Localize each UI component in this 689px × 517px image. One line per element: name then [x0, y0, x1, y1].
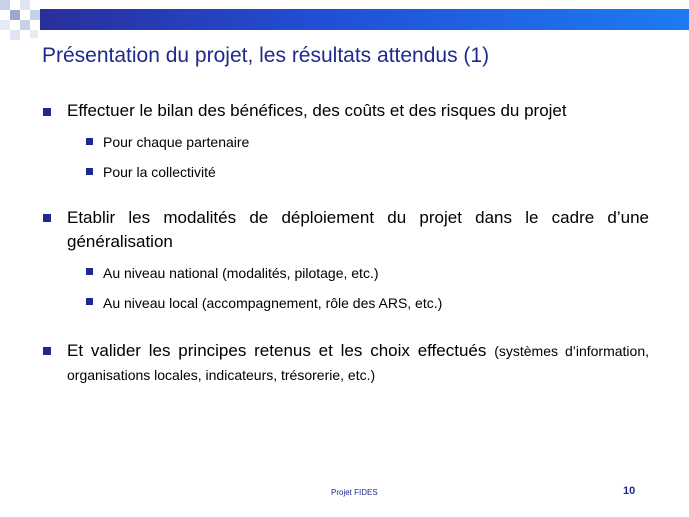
- footer-project-label: Projet FIDES: [331, 488, 378, 497]
- sub-bullet-text: Pour la collectivité: [103, 164, 216, 180]
- bullet-text: Etablir les modalités de déploiement du projet dans le cadre d’une généralisation: [67, 208, 649, 251]
- decor-square: [20, 20, 30, 30]
- bullet-square: [43, 108, 51, 116]
- sub-bullet-square: [86, 268, 93, 275]
- bullet-text-with-detail: [67, 339, 649, 387]
- decor-square: [0, 0, 10, 10]
- decor-square: [20, 0, 30, 10]
- sub-bullet-text: Au niveau local (accompagnement, rôle des ARS, etc.): [103, 295, 443, 311]
- sub-bullet-square: [86, 138, 93, 145]
- sub-bullet-square: [86, 168, 93, 175]
- bullet-text: Et valider les principes retenus et les choix effectués: [67, 341, 487, 360]
- decor-square: [30, 10, 40, 20]
- decor-square: [0, 20, 10, 30]
- bullet-square: [43, 214, 51, 222]
- bullet-text: Effectuer le bilan des bénéfices, des coûts et des risques du projet: [67, 101, 567, 120]
- decor-square: [10, 10, 20, 20]
- bullet-square: [43, 347, 51, 355]
- sub-bullet-text: Au niveau national (modalités, pilotage, etc.): [103, 265, 379, 281]
- header-decoration: [0, 0, 689, 40]
- decor-square: [10, 30, 20, 40]
- page-number: 10: [623, 485, 636, 497]
- slide-title: Présentation du projet, les résultats attendus (1): [42, 44, 490, 67]
- sub-bullet-text: Pour chaque partenaire: [103, 134, 250, 150]
- sub-bullet-square: [86, 298, 93, 305]
- title-bar: [40, 9, 689, 30]
- decor-square: [30, 30, 38, 38]
- bullet-detail: (systèmes d’information, organisations locales, indicateurs, trésorerie, etc.): [67, 343, 649, 383]
